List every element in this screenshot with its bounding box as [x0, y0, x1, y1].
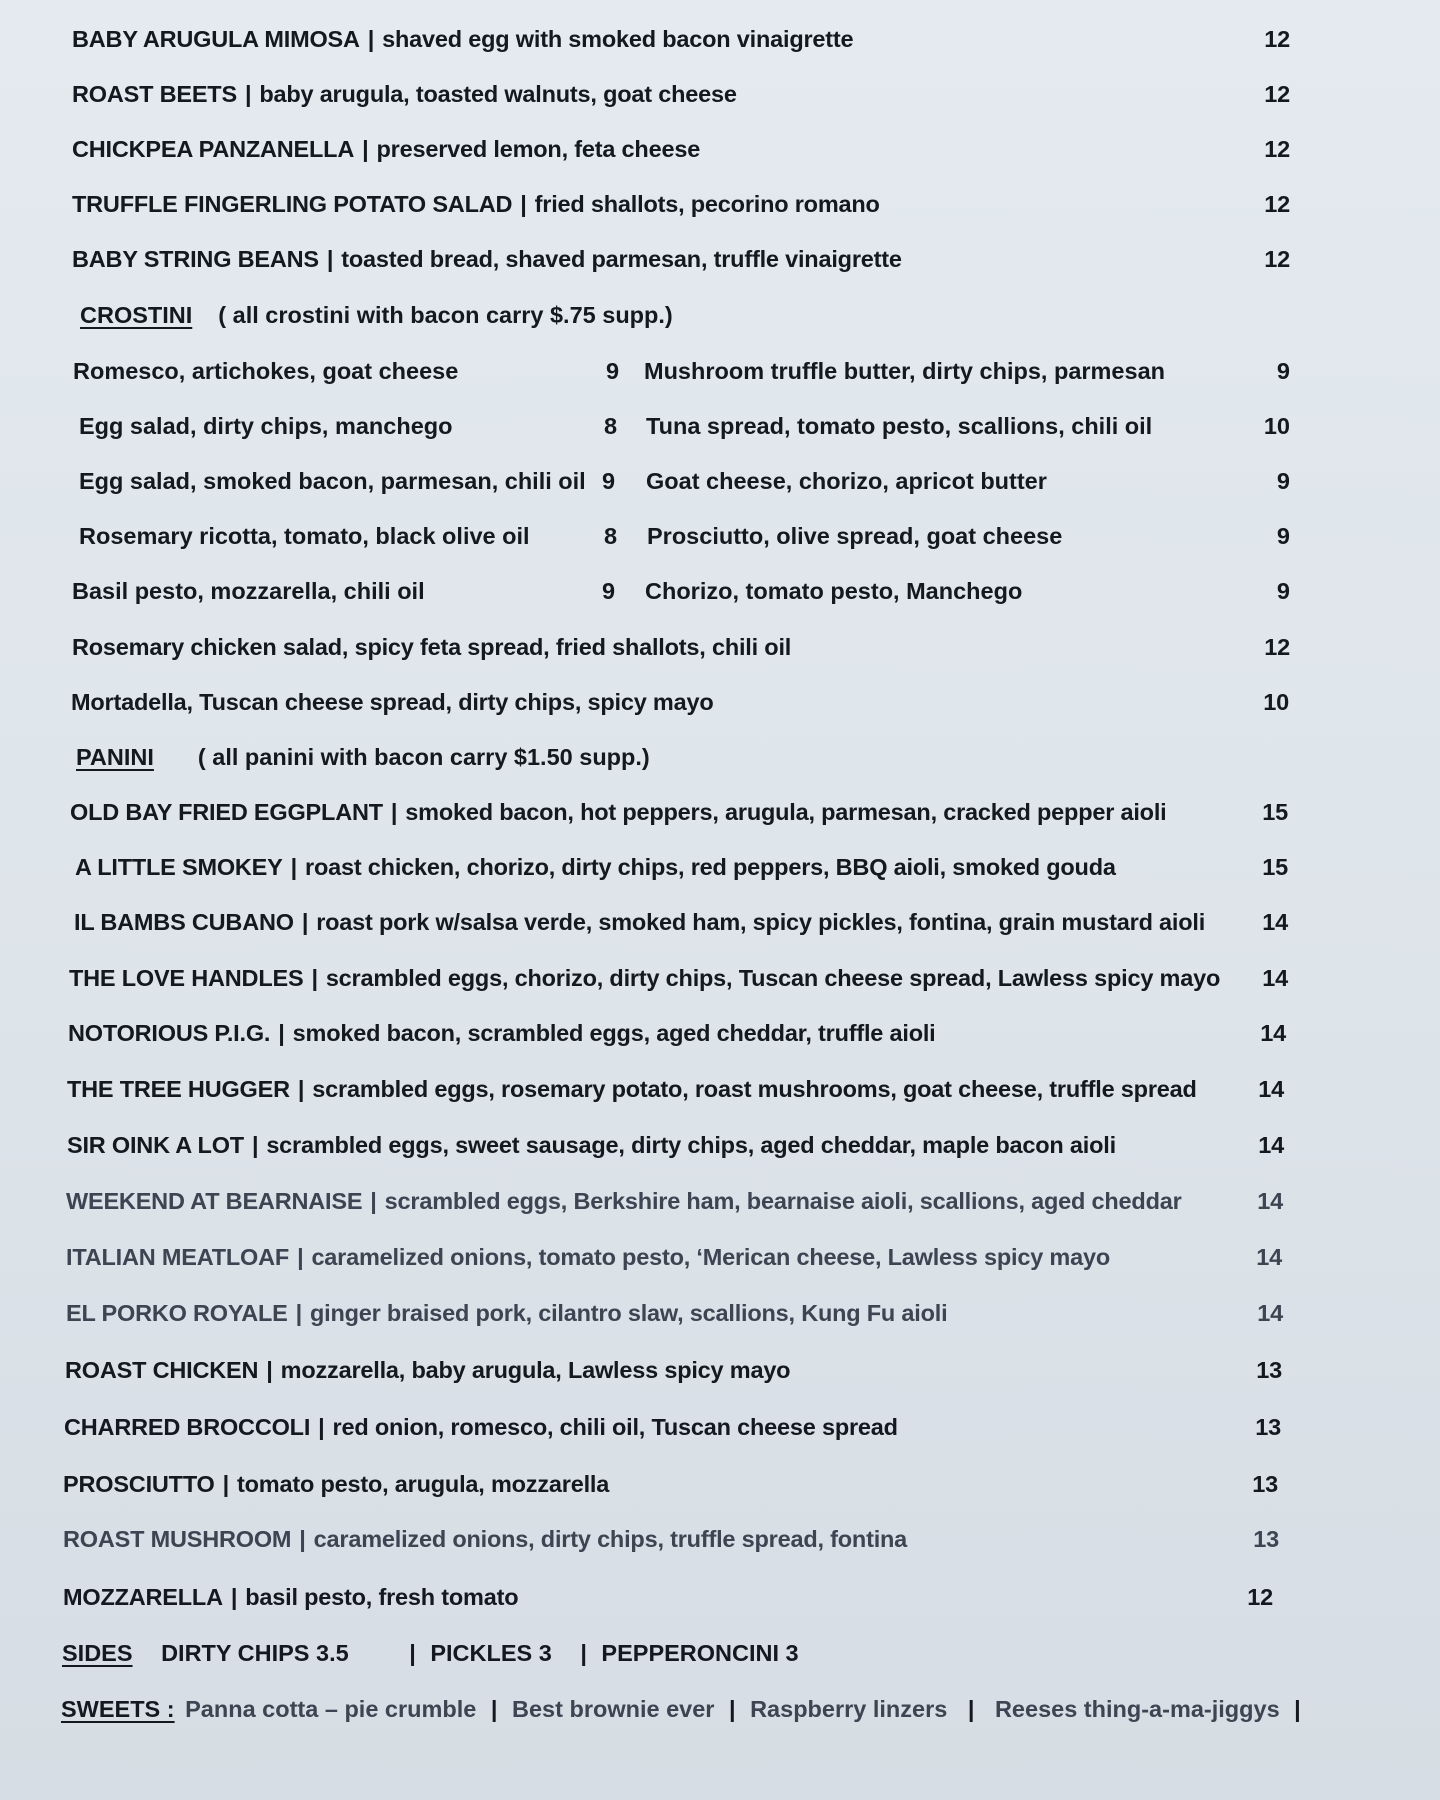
item-description: fried shallots, pecorino romano — [534, 191, 880, 217]
item-name: IL BAMBS CUBANO — [74, 909, 294, 935]
item-name: ROAST BEETS — [72, 81, 237, 107]
item-description: Mushroom truffle butter, dirty chips, parmesan — [644, 358, 1165, 384]
item-description: Chorizo, tomato pesto, Manchego — [645, 578, 1023, 604]
item-name: A LITTLE SMOKEY — [75, 854, 283, 880]
section-note: ( all panini with bacon carry $1.50 supp.) — [197, 744, 650, 770]
item-description: Tuna spread, tomato pesto, scallions, chili oil — [646, 413, 1153, 439]
separator: | — [326, 246, 334, 272]
item-description: Mortadella, Tuscan cheese spread, dirty chips, spicy mayo — [71, 689, 714, 715]
section-title: PANINI — [76, 744, 154, 770]
separator: | — [299, 1526, 306, 1552]
item-price: 12 — [1264, 191, 1290, 217]
separator: | — [251, 1132, 259, 1158]
separator: | — [390, 799, 398, 825]
separator: | — [362, 136, 369, 162]
separator: | — [244, 81, 252, 107]
item-description: scrambled eggs, sweet sausage, dirty chips, aged cheddar, maple bacon aioli — [266, 1132, 1116, 1158]
item-name: PROSCIUTTO — [63, 1471, 215, 1497]
item-price: 9 — [1276, 523, 1290, 549]
separator: | — [520, 191, 527, 217]
item-name: ROAST CHICKEN — [65, 1357, 259, 1383]
separator: | — [409, 1640, 416, 1666]
item-name: CHICKPEA PANZANELLA — [72, 136, 355, 162]
item-price: 10 — [1263, 689, 1289, 715]
item-description: smoked bacon, scrambled eggs, aged cheddar, truffle aioli — [292, 1020, 936, 1046]
side-item: PICKLES 3 — [430, 1640, 552, 1666]
item-description: Goat cheese, chorizo, apricot butter — [646, 468, 1047, 494]
item-description: Egg salad, smoked bacon, parmesan, chili oil — [79, 468, 586, 494]
sweet-item: Best brownie ever — [512, 1696, 715, 1722]
item-price: 12 — [1264, 81, 1290, 107]
item-price: 15 — [1262, 799, 1288, 825]
separator: | — [967, 1696, 975, 1722]
section-title: CROSTINI — [80, 302, 193, 328]
separator: | — [580, 1640, 587, 1666]
separator: | — [301, 909, 309, 935]
item-price: 14 — [1257, 1300, 1283, 1326]
separator: | — [1294, 1696, 1301, 1722]
item-name: BABY ARUGULA MIMOSA — [72, 26, 360, 52]
separator: | — [230, 1584, 238, 1610]
sweet-item: Panna cotta – pie crumble — [185, 1696, 477, 1722]
crostini-item — [73, 356, 458, 386]
section-title: SIDES — [62, 1640, 133, 1666]
separator: | — [318, 1414, 325, 1440]
item-price: 10 — [1263, 413, 1290, 439]
item-price: 8 — [604, 413, 618, 439]
item-price: 14 — [1262, 909, 1288, 935]
item-name: EL PORKO ROYALE — [66, 1300, 288, 1326]
item-price: 14 — [1257, 1188, 1283, 1214]
item-name: MOZZARELLA — [63, 1584, 223, 1610]
item-description: caramelized onions, tomato pesto, ‘Merican cheese, Lawless spicy mayo — [311, 1244, 1110, 1270]
item-name: TRUFFLE FINGERLING POTATO SALAD — [72, 191, 513, 217]
crostini-item — [72, 576, 425, 606]
item-name: CHARRED BROCCOLI — [64, 1414, 311, 1440]
side-item: DIRTY CHIPS 3.5 — [161, 1640, 349, 1666]
item-description: roast chicken, chorizo, dirty chips, red peppers, BBQ aioli, smoked gouda — [305, 854, 1116, 880]
item-description: ginger braised pork, cilantro slaw, scallions, Kung Fu aioli — [309, 1300, 948, 1326]
crostini-item — [646, 466, 1047, 496]
item-price: 14 — [1262, 965, 1288, 991]
item-name: THE TREE HUGGER — [67, 1076, 290, 1102]
crostini-item — [646, 411, 1152, 441]
item-price: 8 — [604, 523, 618, 549]
separator: | — [370, 1188, 377, 1214]
sweet-item: Raspberry linzers — [750, 1696, 948, 1722]
item-description: toasted bread, shaved parmesan, truffle vinaigrette — [341, 246, 902, 272]
separator: | — [297, 1244, 304, 1270]
item-price: 14 — [1256, 1244, 1282, 1270]
item-name: SIR OINK A LOT — [67, 1132, 244, 1158]
crostini-item — [644, 356, 1165, 386]
item-price: 9 — [1276, 468, 1290, 494]
separator: | — [295, 1300, 302, 1326]
separator: | — [367, 26, 375, 52]
item-price: 13 — [1252, 1471, 1278, 1497]
item-price: 9 — [606, 358, 620, 384]
sides-line — [62, 1638, 799, 1668]
crostini-item — [79, 466, 586, 496]
item-description: smoked bacon, hot peppers, arugula, parmesan, cracked pepper aioli — [405, 799, 1167, 825]
item-description: Basil pesto, mozzarella, chili oil — [72, 578, 425, 604]
item-price: 12 — [1264, 246, 1290, 272]
item-price: 14 — [1260, 1020, 1286, 1046]
item-description: shaved egg with smoked bacon vinaigrette — [382, 26, 854, 52]
item-name: NOTORIOUS P.I.G. — [68, 1020, 271, 1046]
section-header-crostini — [80, 300, 673, 330]
item-price: 9 — [602, 578, 616, 604]
item-name: ROAST MUSHROOM — [63, 1526, 292, 1552]
item-description: caramelized onions, dirty chips, truffle spread, fontina — [313, 1526, 908, 1552]
sweets-line — [61, 1694, 1301, 1724]
section-header-panini — [76, 742, 650, 772]
item-price: 9 — [602, 468, 616, 494]
separator: | — [311, 965, 318, 991]
sweet-item: Reeses thing-a-ma-jiggys — [994, 1696, 1280, 1722]
separator: | — [297, 1076, 305, 1102]
item-description: scrambled eggs, chorizo, dirty chips, Tuscan cheese spread, Lawless spicy mayo — [325, 965, 1221, 991]
item-description: baby arugula, toasted walnuts, goat cheese — [259, 81, 737, 107]
separator: | — [266, 1357, 273, 1383]
crostini-item — [79, 521, 530, 551]
section-title: SWEETS : — [61, 1696, 175, 1722]
item-description: scrambled eggs, Berkshire ham, bearnaise aioli, scallions, aged cheddar — [384, 1188, 1182, 1214]
item-description: Rosemary ricotta, tomato, black olive oil — [79, 523, 530, 549]
item-description: preserved lemon, feta cheese — [376, 136, 701, 162]
item-name: BABY STRING BEANS — [72, 246, 319, 272]
separator: | — [222, 1471, 230, 1497]
item-description: scrambled eggs, rosemary potato, roast mushrooms, goat cheese, truffle spread — [312, 1076, 1197, 1102]
item-name: ITALIAN MEATLOAF — [66, 1244, 290, 1270]
item-description: Romesco, artichokes, goat cheese — [73, 358, 459, 384]
separator: | — [728, 1696, 736, 1722]
item-price: 9 — [1276, 358, 1290, 384]
separator: | — [490, 1696, 498, 1722]
item-price: 14 — [1258, 1076, 1284, 1102]
item-price: 12 — [1264, 26, 1290, 52]
item-name: OLD BAY FRIED EGGPLANT — [70, 799, 383, 825]
item-description: roast pork w/salsa verde, smoked ham, spicy pickles, fontina, grain mustard aioli — [316, 909, 1206, 935]
section-note: ( all crostini with bacon carry $.75 supp.) — [218, 302, 673, 328]
item-description: basil pesto, fresh tomato — [245, 1584, 519, 1610]
item-name: THE LOVE HANDLES — [69, 965, 304, 991]
separator: | — [290, 854, 298, 880]
item-price: 13 — [1256, 1357, 1282, 1383]
item-price: 12 — [1264, 634, 1290, 660]
separator: | — [278, 1020, 285, 1046]
item-description: Rosemary chicken salad, spicy feta spread, fried shallots, chili oil — [72, 634, 792, 660]
item-description: mozzarella, baby arugula, Lawless spicy mayo — [280, 1357, 791, 1383]
item-price: 15 — [1262, 854, 1288, 880]
crostini-item — [79, 411, 452, 441]
item-name: WEEKEND AT BEARNAISE — [66, 1188, 363, 1214]
item-price: 12 — [1264, 136, 1290, 162]
item-price: 13 — [1255, 1414, 1281, 1440]
item-description: Prosciutto, olive spread, goat cheese — [647, 523, 1063, 549]
item-price: 12 — [1247, 1584, 1273, 1610]
item-price: 13 — [1253, 1526, 1279, 1552]
crostini-item — [645, 576, 1022, 606]
item-description: tomato pesto, arugula, mozzarella — [237, 1471, 610, 1497]
side-item: PEPPERONCINI 3 — [601, 1640, 799, 1666]
item-description: Egg salad, dirty chips, manchego — [79, 413, 453, 439]
item-price: 14 — [1258, 1132, 1284, 1158]
crostini-item — [647, 521, 1062, 551]
item-description: red onion, romesco, chili oil, Tuscan cheese spread — [332, 1414, 898, 1440]
item-price: 9 — [1276, 578, 1290, 604]
